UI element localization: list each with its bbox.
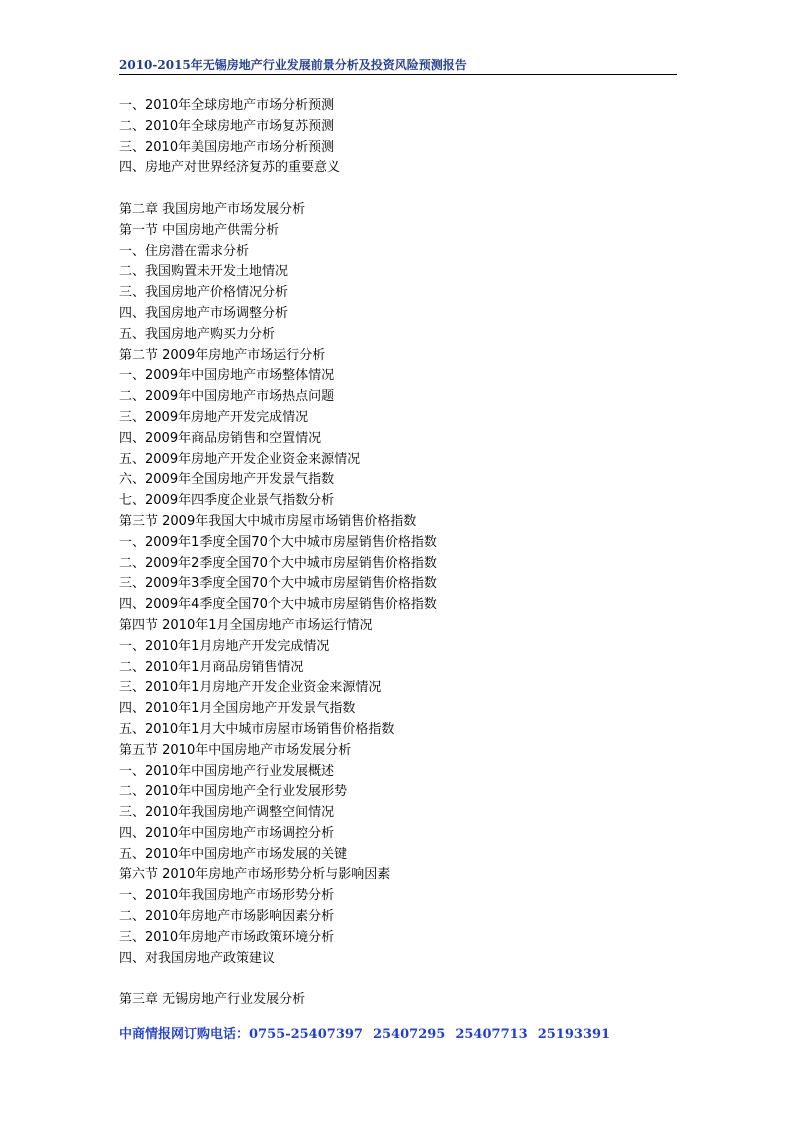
toc-entry: 一、住房潜在需求分析 xyxy=(119,243,250,259)
toc-entry: 三、2010年房地产市场政策环境分析 xyxy=(119,929,335,945)
toc-entry: 三、我国房地产价格情况分析 xyxy=(119,285,289,301)
toc-entry: 二、2010年中国房地产全行业发展形势 xyxy=(119,784,348,800)
toc-entry: 三、2010年我国房地产调整空间情况 xyxy=(119,805,335,821)
order-phone-number: 25193391 xyxy=(537,1027,611,1042)
toc-entry: 第三章 无锡房地产行业发展分析 xyxy=(119,992,306,1008)
toc-entry: 一、2010年1月房地产开发完成情况 xyxy=(119,638,330,654)
table-of-contents xyxy=(119,96,679,1011)
toc-entry: 第四节 2010年1月全国房地产市场运行情况 xyxy=(119,617,373,633)
toc-entry: 第一节 中国房地产供需分析 xyxy=(119,222,280,238)
toc-entry: 四、2009年商品房销售和空置情况 xyxy=(119,430,322,446)
blank-line xyxy=(119,179,679,200)
toc-entry: 三、2010年美国房地产市场分析预测 xyxy=(119,139,335,155)
order-hotline xyxy=(119,1026,620,1044)
toc-entry: 四、房地产对世界经济复苏的重要意义 xyxy=(119,160,341,176)
toc-entry: 五、我国房地产购买力分析 xyxy=(119,326,276,342)
toc-entry: 六、2009年全国房地产开发景气指数 xyxy=(119,472,335,488)
toc-entry: 三、2009年3季度全国70个大中城市房屋销售价格指数 xyxy=(119,576,437,592)
toc-entry: 四、2010年1月全国房地产开发景气指数 xyxy=(119,701,356,717)
toc-entry: 四、2010年中国房地产市场调控分析 xyxy=(119,825,335,841)
toc-entry: 一、2010年我国房地产市场形势分析 xyxy=(119,888,335,904)
toc-entry: 三、2010年1月房地产开发企业资金来源情况 xyxy=(119,680,382,696)
toc-entry: 七、2009年四季度企业景气指数分析 xyxy=(119,493,335,509)
toc-entry: 二、2009年中国房地产市场热点问题 xyxy=(119,389,335,405)
toc-entry: 一、2009年中国房地产市场整体情况 xyxy=(119,368,335,384)
toc-entry: 第六节 2010年房地产市场形势分析与影响因素 xyxy=(119,867,391,883)
order-hotline-label: 中商情报网订购电话： xyxy=(119,1027,250,1042)
toc-entry: 二、2009年2季度全国70个大中城市房屋销售价格指数 xyxy=(119,555,437,571)
order-phone-number: 0755-25407397 xyxy=(249,1027,363,1042)
toc-entry: 五、2009年房地产开发企业资金来源情况 xyxy=(119,451,361,467)
report-title: 2010-2015年无锡房地产行业发展前景分析及投资风险预测报告 xyxy=(119,58,467,72)
toc-entry: 四、对我国房地产政策建议 xyxy=(119,950,276,966)
toc-entry: 五、2010年1月大中城市房屋市场销售价格指数 xyxy=(119,721,395,737)
toc-entry: 五、2010年中国房地产市场发展的关键 xyxy=(119,846,348,862)
page-header xyxy=(119,58,677,75)
order-phone-number: 25407295 xyxy=(372,1027,446,1042)
toc-entry: 四、2009年4季度全国70个大中城市房屋销售价格指数 xyxy=(119,597,437,613)
toc-entry: 三、2009年房地产开发完成情况 xyxy=(119,409,309,425)
toc-entry: 四、我国房地产市场调整分析 xyxy=(119,305,289,321)
toc-entry: 第二节 2009年房地产市场运行分析 xyxy=(119,347,326,363)
toc-entry: 二、2010年1月商品房销售情况 xyxy=(119,659,304,675)
toc-entry: 第二章 我国房地产市场发展分析 xyxy=(119,201,306,217)
toc-entry: 二、我国购置未开发土地情况 xyxy=(119,264,289,280)
toc-entry: 一、2009年1季度全国70个大中城市房屋销售价格指数 xyxy=(119,534,437,550)
toc-entry: 二、2010年全球房地产市场复苏预测 xyxy=(119,118,335,134)
toc-entry: 第三节 2009年我国大中城市房屋市场销售价格指数 xyxy=(119,513,417,529)
order-phone-number: 25407713 xyxy=(455,1027,528,1042)
toc-entry: 一、2010年全球房地产市场分析预测 xyxy=(119,98,335,113)
toc-entry: 第五节 2010年中国房地产市场发展分析 xyxy=(119,742,352,758)
toc-entry: 一、2010年中国房地产行业发展概述 xyxy=(119,763,335,779)
blank-line xyxy=(119,969,679,990)
toc-entry: 二、2010年房地产市场影响因素分析 xyxy=(119,909,335,925)
